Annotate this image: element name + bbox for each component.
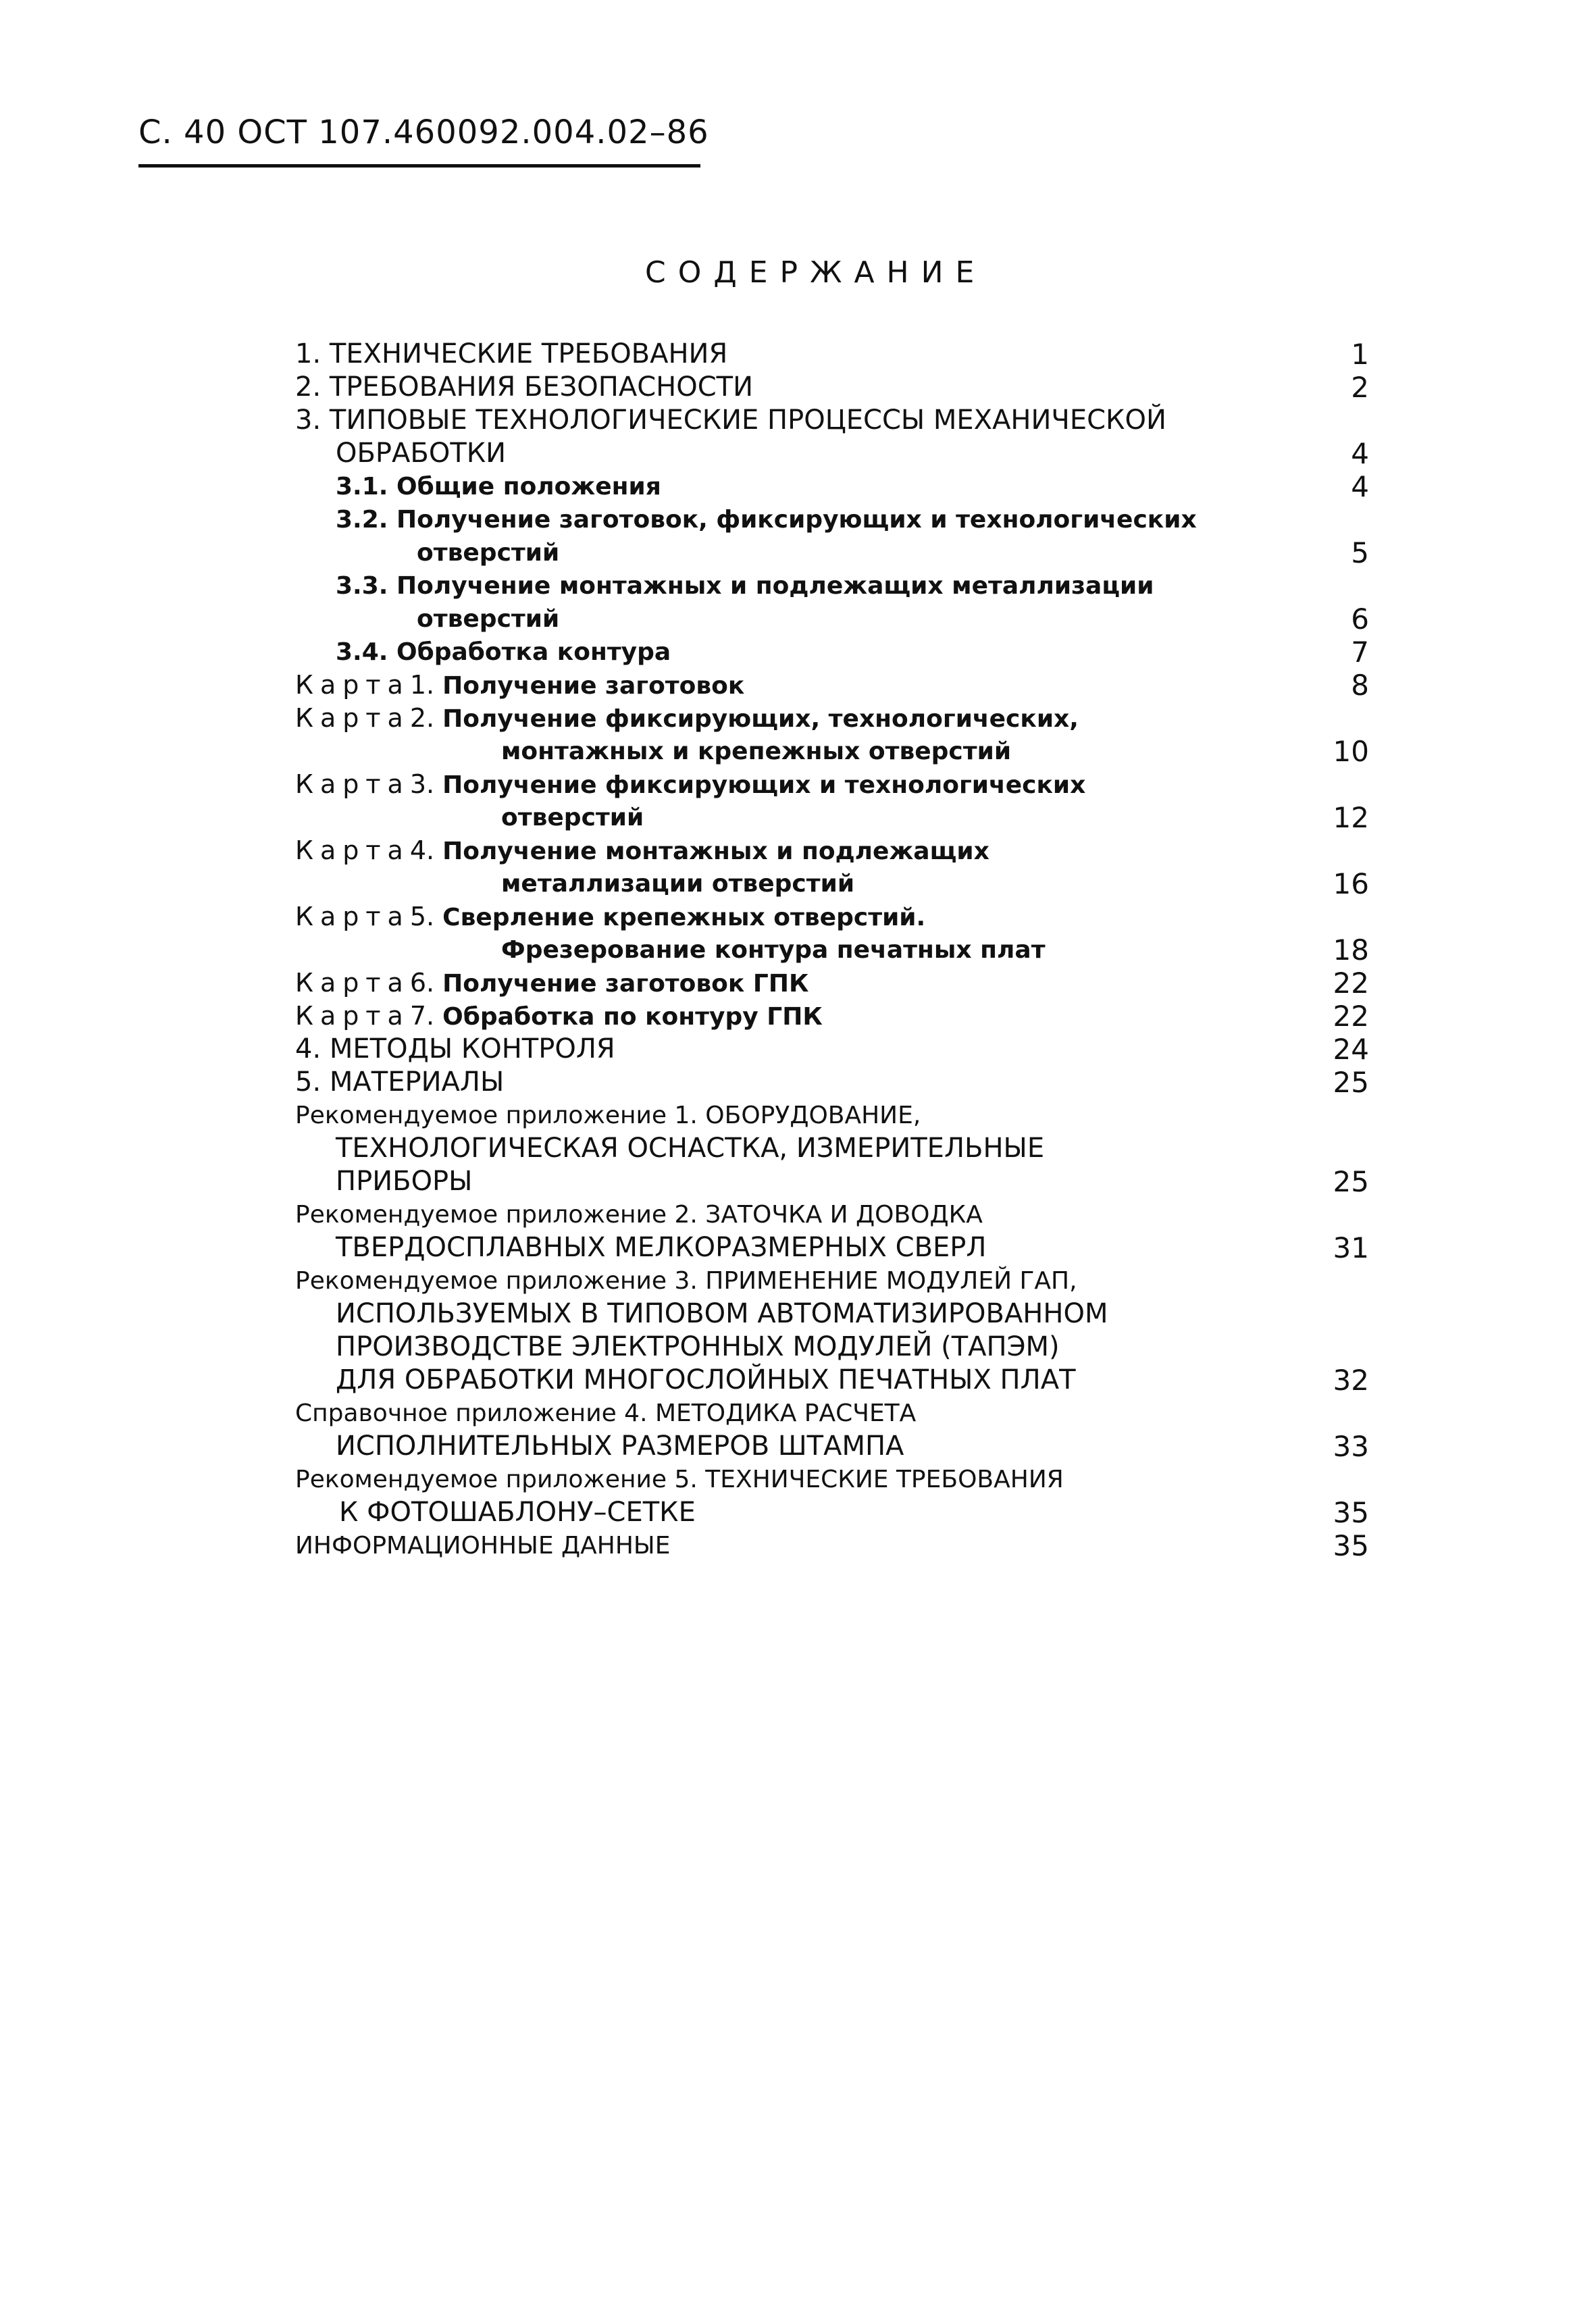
toc-page-number: 4 <box>1351 470 1369 503</box>
toc-entry-text: 4. МЕТОДЫ КОНТРОЛЯ <box>295 1033 615 1064</box>
toc-page-number: 35 <box>1333 1529 1369 1562</box>
toc-page-number: 1 <box>1351 338 1369 371</box>
karta-label: Карта <box>295 902 410 931</box>
toc-entry-text-continued: Фрезерование контура печатных плат <box>501 936 1046 964</box>
toc-entry-line <box>295 702 1308 735</box>
toc-entry <box>295 1264 1369 1397</box>
karta-label: Карта <box>295 769 410 799</box>
karta-label: Карта <box>295 968 410 998</box>
toc-entry-text-continued: ДЛЯ ОБРАБОТКИ МНОГОСЛОЙНЫХ ПЕЧАТНЫХ ПЛАТ <box>336 1364 1076 1395</box>
toc-title: СОДЕРЖАНИЕ <box>645 255 987 290</box>
toc-entry-text: 5. МАТЕРИАЛЫ <box>295 1066 505 1098</box>
toc-entry-text: Рекомендуемое приложение 2. ЗАТОЧКА И ДОВОДКА <box>295 1201 983 1229</box>
toc-entry <box>295 1397 1369 1463</box>
toc-entry-text-continued: металлизации отверстий <box>501 870 855 898</box>
toc-entry-text-continued: монтажных и крепежных отверстий <box>501 738 1012 765</box>
toc-entry-text-continued: ТВЕРДОСПЛАВНЫХ МЕЛКОРАЗМЕРНЫХ СВЕРЛ <box>336 1232 987 1263</box>
toc-entry-line <box>295 1000 1308 1033</box>
toc-entry-text: 2. ТРЕБОВАНИЯ БЕЗОПАСНОСТИ <box>295 371 754 403</box>
toc-page-number: 35 <box>1333 1496 1369 1529</box>
toc-entry-text: Получение монтажных и подлежащих <box>442 838 989 865</box>
toc-entry-line <box>295 669 1308 702</box>
toc-page-number: 10 <box>1333 735 1369 768</box>
karta-label: Карта <box>295 703 410 733</box>
karta-number: 5. <box>409 902 435 931</box>
karta-label: Карта <box>295 670 410 700</box>
toc-entry-text: Получение заготовок ГПК <box>442 970 809 998</box>
toc-entry <box>295 1463 1369 1529</box>
toc-entry-text: Справочное приложение 4. МЕТОДИКА РАСЧЕТА <box>295 1399 917 1427</box>
toc-page-number: 7 <box>1351 636 1369 669</box>
toc-entry-text-continued: ТЕХНОЛОГИЧЕСКАЯ ОСНАСТКА, ИЗМЕРИТЕЛЬНЫЕ <box>336 1133 1045 1164</box>
karta-number: 3. <box>409 769 435 799</box>
toc-entry-line <box>295 900 1308 933</box>
toc-entry-text: 1. ТЕХНИЧЕСКИЕ ТРЕБОВАНИЯ <box>295 338 728 369</box>
karta-number: 4. <box>409 835 435 865</box>
toc-subentry <box>295 569 1369 636</box>
toc-page-number: 2 <box>1351 371 1369 404</box>
toc-entry-text: 3.1. Общие положения <box>336 473 661 500</box>
toc-entry-text: Рекомендуемое приложение 3. ПРИМЕНЕНИЕ МОДУЛЕЙ ГАП, <box>295 1267 1077 1295</box>
table-of-contents <box>295 338 1369 1562</box>
toc-entry-text-continued: ПРИБОРЫ <box>336 1166 473 1197</box>
document-header: С. 40 ОСТ 107.460092.004.02–86 <box>138 113 709 151</box>
toc-page-number: 33 <box>1333 1430 1369 1463</box>
toc-entry-text: Получение фиксирующих и технологических <box>442 771 1086 799</box>
toc-entry-text-continued: ПРОИЗВОДСТВЕ ЭЛЕКТРОННЫХ МОДУЛЕЙ (ТАПЭМ) <box>336 1331 1060 1362</box>
toc-page-number: 25 <box>1333 1165 1369 1198</box>
toc-page-number: 31 <box>1333 1231 1369 1264</box>
toc-page-number: 25 <box>1333 1066 1369 1099</box>
toc-entry-text: Обработка по контуру ГПК <box>442 1003 823 1031</box>
toc-page-number: 12 <box>1333 801 1369 834</box>
toc-entry <box>295 1033 1369 1066</box>
karta-label: Карта <box>295 1001 410 1031</box>
toc-entry-line <box>295 967 1308 1000</box>
toc-entry-text: Получение фиксирующих, технологических, <box>442 705 1079 733</box>
toc-entry <box>295 1198 1369 1264</box>
toc-karta-entry <box>295 768 1369 834</box>
toc-subentry <box>295 636 1369 669</box>
toc-entry-text-continued: отверстий <box>417 539 560 567</box>
toc-karta-entry <box>295 669 1369 702</box>
toc-entry-text: Получение заготовок <box>442 672 745 700</box>
toc-page-number: 4 <box>1351 437 1369 470</box>
toc-entry-text: 3.3. Получение монтажных и подлежащих металлизации <box>336 572 1154 600</box>
toc-entry <box>295 404 1369 470</box>
toc-page-number: 22 <box>1333 967 1369 1000</box>
toc-entry-text: 3.2. Получение заготовок, фиксирующих и технологических <box>336 506 1197 534</box>
toc-entry <box>295 1099 1369 1198</box>
toc-karta-entry <box>295 702 1369 768</box>
toc-entry-text-continued: отверстий <box>417 605 560 633</box>
toc-entry-text-continued: ИСПОЛНИТЕЛЬНЫХ РАЗМЕРОВ ШТАМПА <box>336 1431 904 1462</box>
toc-subentry <box>295 470 1369 503</box>
karta-number: 7. <box>409 1001 435 1031</box>
toc-page-number: 22 <box>1333 1000 1369 1033</box>
toc-entry-text: Рекомендуемое приложение 5. ТЕХНИЧЕСКИЕ ТРЕБОВАНИЯ <box>295 1466 1064 1493</box>
toc-entry <box>295 338 1369 371</box>
toc-entry <box>295 1066 1369 1099</box>
toc-page-number: 18 <box>1333 933 1369 967</box>
toc-karta-entry <box>295 900 1369 967</box>
toc-page-number: 5 <box>1351 536 1369 569</box>
karta-number: 1. <box>409 670 435 700</box>
toc-karta-entry <box>295 1000 1369 1033</box>
toc-page-number: 6 <box>1351 602 1369 636</box>
toc-entry-text-continued: К ФОТОШАБЛОНУ–СЕТКЕ <box>339 1497 696 1528</box>
toc-page-number: 32 <box>1333 1364 1369 1397</box>
toc-entry-text: Сверление крепежных отверстий. <box>442 904 926 931</box>
toc-entry-text: Рекомендуемое приложение 1. ОБОРУДОВАНИЕ, <box>295 1102 921 1129</box>
toc-entry-text-continued: ОБРАБОТКИ <box>336 438 507 469</box>
toc-entry-text: 3. ТИПОВЫЕ ТЕХНОЛОГИЧЕСКИЕ ПРОЦЕССЫ МЕХАНИЧЕСКОЙ <box>295 405 1166 436</box>
toc-karta-entry <box>295 967 1369 1000</box>
toc-page-number: 8 <box>1351 669 1369 702</box>
toc-entry-line <box>295 768 1308 801</box>
toc-page-number: 16 <box>1333 867 1369 900</box>
toc-page-number: 24 <box>1333 1033 1369 1066</box>
toc-entry-text-continued: отверстий <box>501 804 644 831</box>
karta-label: Карта <box>295 835 410 865</box>
toc-entry-text: ИНФОРМАЦИОННЫЕ ДАННЫЕ <box>295 1532 671 1560</box>
toc-karta-entry <box>295 834 1369 900</box>
toc-entry-line <box>295 834 1308 867</box>
toc-entry-text-continued: ИСПОЛЬЗУЕМЫХ В ТИПОВОМ АВТОМАТИЗИРОВАННОМ <box>336 1298 1108 1329</box>
toc-entry <box>295 371 1369 404</box>
karta-number: 2. <box>409 703 435 733</box>
toc-subentry <box>295 503 1369 569</box>
header-underline <box>138 164 700 168</box>
toc-entry-text: 3.4. Обработка контура <box>336 638 671 666</box>
karta-number: 6. <box>409 968 435 998</box>
toc-entry <box>295 1529 1369 1562</box>
